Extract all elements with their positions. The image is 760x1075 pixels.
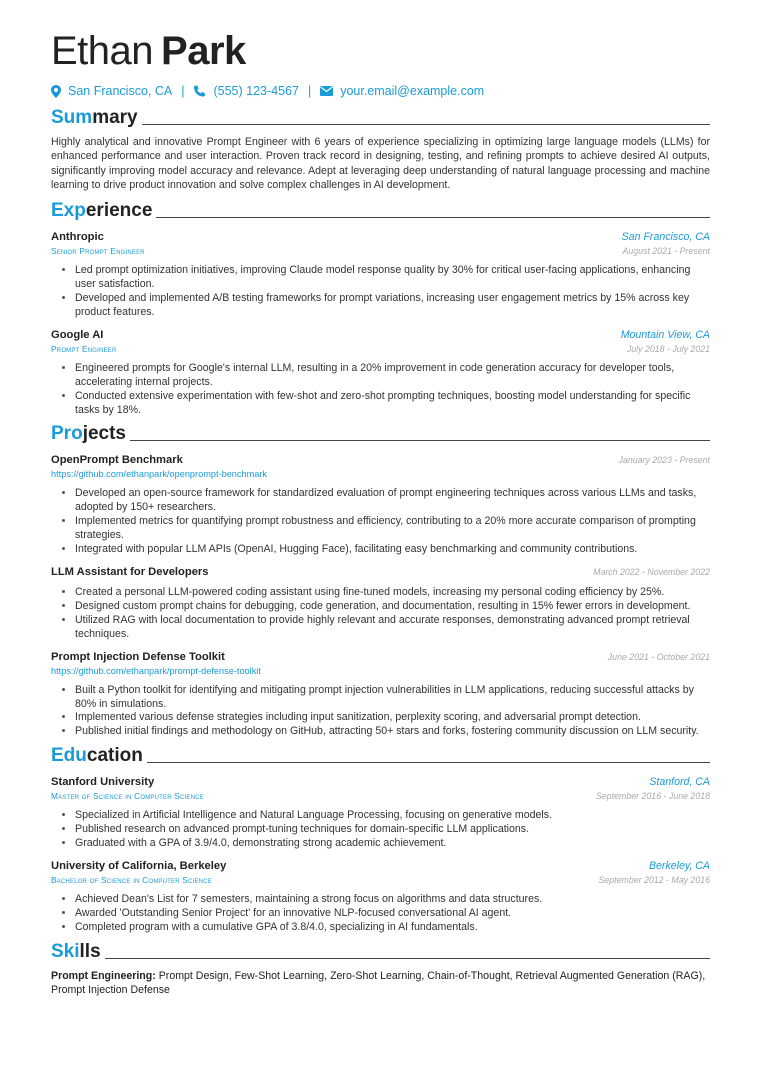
email-text: your.email@example.com — [340, 84, 485, 98]
section-rule — [130, 440, 710, 441]
school-name: University of California, Berkeley — [51, 859, 227, 872]
section-title: Summary — [51, 107, 138, 128]
bullet-item: • Created a personal LLM-powered coding assistant using fine-tuned models, increasing my personal coding efficiency by 25%. — [75, 586, 710, 600]
candidate-name — [51, 28, 710, 74]
project-link[interactable]: https://github.com/ethanpark/openprompt-benchmark — [51, 469, 268, 480]
bullet-item: • Awarded 'Outstanding Senior Project' for an innovative NLP-focused conversational AI agent. — [75, 907, 710, 921]
summary-heading — [51, 107, 710, 129]
bullet-item: • Engineered prompts for Google's internal LLM, resulting in a 20% improvement in code generation accuracy for developer tools, accelerating internal projects. — [75, 362, 710, 390]
bullet-item: • Utilized RAG with local documentation to provide highly relevant and accurate responses, demonstrating advanced prompt retrieval techniques. — [75, 614, 710, 642]
degree: Master of Science in Computer Science — [51, 791, 204, 802]
employer-location: San Francisco, CA — [621, 231, 710, 244]
bullet-item: • Achieved Dean's List for 7 semesters, maintaining a strong focus on algorithms and data structures. — [75, 893, 710, 907]
bullet-item: • Implemented various defense strategies including input sanitization, perplexity scoring, and adversarial prompt detection. — [75, 711, 710, 725]
contact-separator: | — [307, 84, 312, 98]
bullet-item: • Completed program with a cumulative GPA of 3.8/4.0, specializing in AI fundamentals. — [75, 921, 710, 935]
skill-list: Prompt Design, Few-Shot Learning, Zero-Shot Learning, Chain-of-Thought, Retrieval Augmented Generation (RAG), Prompt Injection Defense — [51, 969, 706, 996]
bullet-list — [51, 893, 710, 935]
bullet-list — [51, 684, 710, 740]
job-dates: August 2021 - Present — [622, 246, 710, 257]
project-dates: March 2022 - November 2022 — [593, 566, 710, 577]
section-title: Skills — [51, 940, 101, 962]
bullet-item: • Conducted extensive experimentation with few-shot and zero-shot prompting techniques, boosting model understanding for specific tasks by 18%. — [75, 390, 710, 418]
education-entry — [51, 859, 710, 935]
map-pin-icon — [51, 85, 61, 98]
section-title: Projects — [51, 423, 126, 445]
projects-heading — [51, 423, 710, 445]
contact-line — [51, 83, 710, 99]
project-link[interactable]: https://github.com/ethanpark/prompt-defense-toolkit — [51, 665, 261, 676]
skill-category: Prompt Engineering: — [51, 969, 156, 982]
study-dates: September 2012 - May 2016 — [598, 874, 710, 885]
bullet-list — [51, 586, 710, 642]
experience-entry — [51, 230, 710, 320]
section-title: Experience — [51, 200, 153, 222]
education-heading — [51, 745, 710, 767]
last-name: Park — [161, 29, 246, 73]
project-entry — [51, 565, 710, 642]
contact-location — [51, 84, 172, 98]
summary-text: Highly analytical and innovative Prompt Engineer with 6 years of experience specializing in optimizing large language models (LLMs) for enhanced performance and user interaction. Proven track record in designing, testing, and refining prompts to achieve desired AI outputs, significantly improving model accuracy and relevance. Adept at leveraging deep understanding of natural language processing and machine learning to drive product innovation and solve complex challenges in AI development. — [51, 136, 710, 191]
envelope-icon — [320, 86, 333, 96]
skills-heading — [51, 941, 710, 963]
section-rule — [147, 762, 710, 763]
bullet-list — [51, 264, 710, 320]
bullet-item: • Designed custom prompt chains for debugging, code generation, and documentation, resulting in 15% fewer errors in development. — [75, 600, 710, 614]
contact-email[interactable] — [320, 84, 484, 98]
job-title: Prompt Engineer — [51, 343, 117, 354]
bullet-item: • Implemented metrics for quantifying prompt robustness and efficiency, contributing to a 20% more accurate comparison of prompting strategies. — [75, 515, 710, 543]
contact-phone[interactable] — [193, 84, 298, 98]
phone-icon — [193, 85, 206, 98]
contact-separator: | — [181, 84, 185, 98]
phone-text: (555) 123-4567 — [213, 84, 299, 98]
skills-line — [51, 969, 710, 998]
bullet-item: • Led prompt optimization initiatives, improving Claude model response quality by 30% for critical user-facing applications, enhancing user satisfaction. — [75, 264, 710, 292]
bullet-item: • Developed an open-source framework for standardized evaluation of prompt engineering techniques across various LLMs and tasks, adopted by 150+ researchers. — [75, 487, 710, 515]
job-title: Senior Prompt Engineer — [51, 246, 145, 257]
resume-page — [51, 28, 710, 997]
employer-name: Google AI — [51, 328, 104, 341]
project-entry — [51, 453, 710, 557]
job-dates: July 2018 - July 2021 — [626, 343, 710, 354]
degree: Bachelor of Science in Computer Science — [51, 874, 212, 885]
employer-location: Mountain View, CA — [620, 328, 710, 341]
location-text: San Francisco, CA — [68, 84, 173, 98]
project-dates: June 2021 - October 2021 — [607, 651, 710, 662]
bullet-list — [51, 487, 710, 557]
project-entry — [51, 650, 710, 740]
bullet-item: • Built a Python toolkit for identifying and mitigating prompt injection vulnerabilities in LLM applications, reducing successful attacks by 80% in simulations. — [75, 684, 710, 712]
bullet-item: • Graduated with a GPA of 3.9/4.0, demonstrating strong academic achievement. — [75, 837, 710, 851]
first-name: Ethan — [51, 29, 154, 73]
section-title: Education — [51, 745, 143, 767]
section-rule — [142, 124, 710, 125]
bullet-item: • Published initial findings and methodology on GitHub, attracting 50+ stars and forks, fostering community discussion on LLM security. — [75, 725, 710, 739]
section-rule — [156, 217, 710, 218]
bullet-item: • Integrated with popular LLM APIs (OpenAI, Hugging Face), facilitating easy benchmarking and community contributions. — [75, 543, 710, 557]
bullet-item: • Specialized in Artificial Intelligence and Natural Language Processing, focusing on generative models. — [75, 809, 710, 823]
bullet-list — [51, 809, 710, 851]
experience-heading — [51, 200, 710, 222]
school-location: Stanford, CA — [649, 776, 710, 789]
school-name: Stanford University — [51, 776, 155, 789]
project-name: Prompt Injection Defense Toolkit — [51, 650, 225, 663]
project-name: OpenPrompt Benchmark — [51, 454, 183, 467]
experience-entry — [51, 328, 710, 418]
school-location: Berkeley, CA — [648, 859, 710, 872]
bullet-item: • Developed and implemented A/B testing frameworks for prompt variations, increasing user engagement metrics by 15% across key product features. — [75, 292, 710, 320]
education-entry — [51, 775, 710, 851]
study-dates: September 2016 - June 2018 — [596, 791, 710, 802]
bullet-item: • Published research on advanced prompt-tuning techniques for domain-specific LLM applications. — [75, 823, 710, 837]
bullet-list — [51, 362, 710, 418]
section-rule — [105, 958, 710, 959]
project-name: LLM Assistant for Developers — [51, 565, 209, 578]
employer-name: Anthropic — [51, 231, 104, 244]
project-dates: January 2023 - Present — [618, 455, 710, 466]
